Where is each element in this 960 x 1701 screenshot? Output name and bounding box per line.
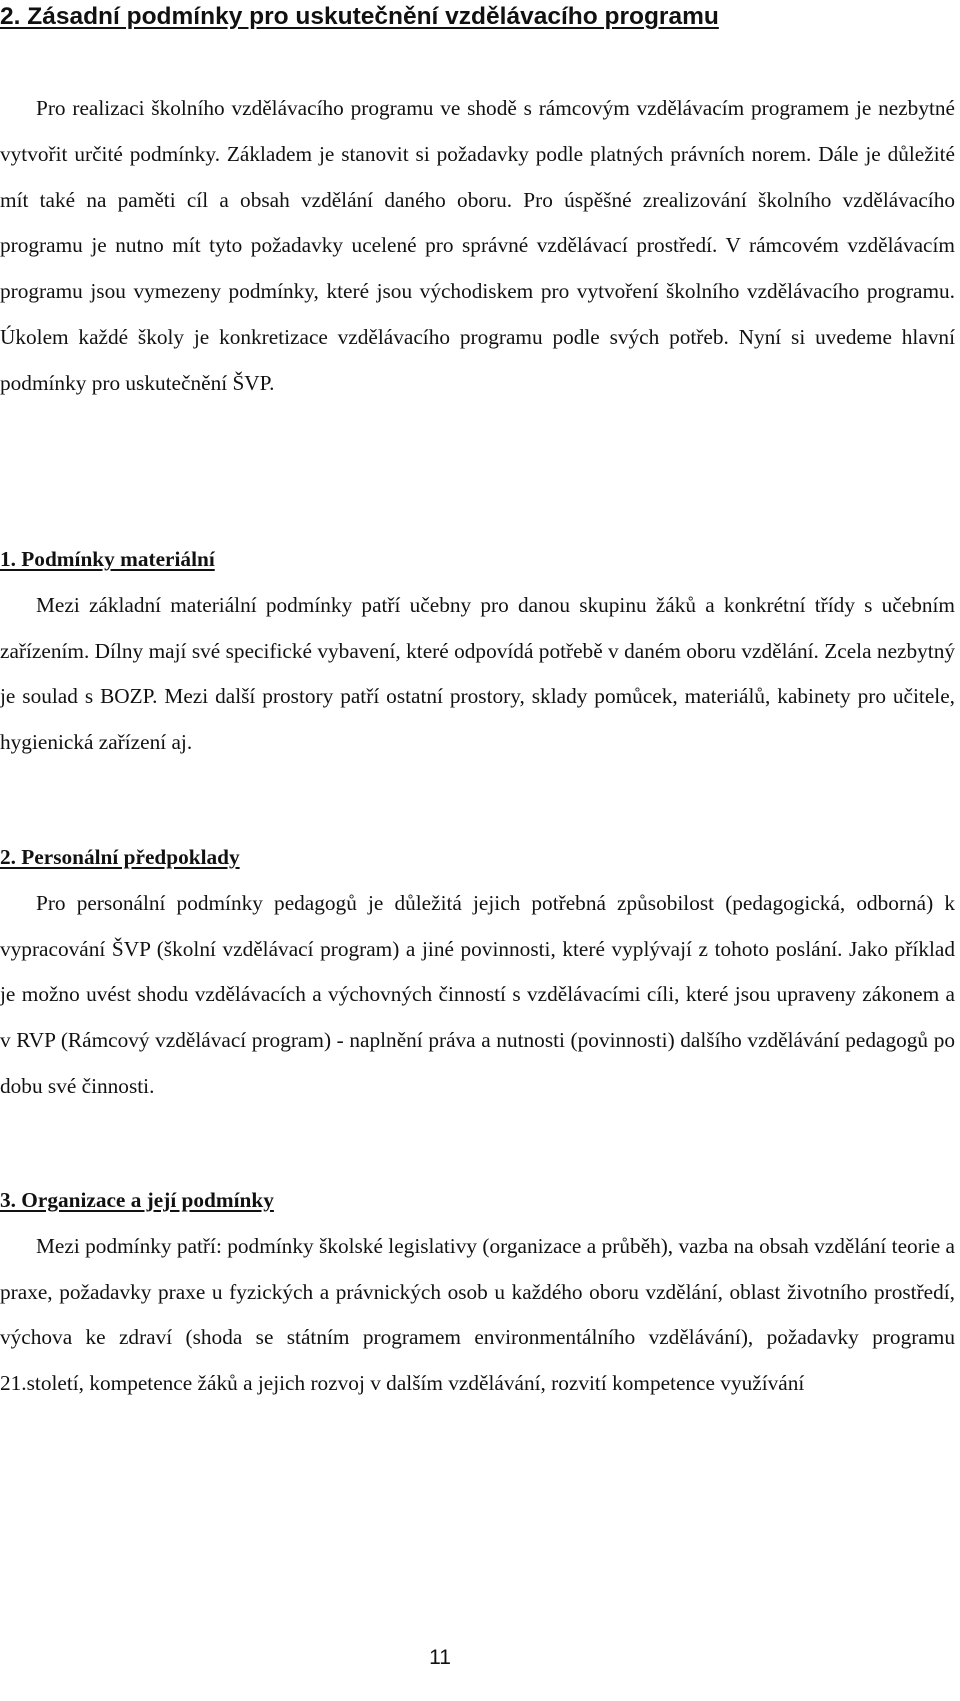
section-paragraph-organization: Mezi podmínky patří: podmínky školské legislativy (organizace a průběh), vazba na obsah vzdělání teorie a praxe, požadavky praxe u fyzických a právnických osob u každého oboru vzdělání, oblast životního prostředí, výchova ke zdraví (shoda se státním programem environmentálního vzdělávání), požadavky programu 21.století, kompetence žáků a jejich rozvoj v dalším vzdělávání, rozvití kompetence využívání xyxy=(0,1233,955,1396)
page-number: 11 xyxy=(429,1646,451,1669)
section-paragraph-personnel: Pro personální podmínky pedagogů je důležitá jejich potřebná způsobilost (pedagogická, odborná) k vypracování ŠVP (školní vzdělávací program) a jiné povinnosti, které vyplývají z tohoto poslání. Jako příklad je možno uvést shodu vzdělávacích a výchovných činností s vzdělávacími cíli, které jsou upraveny zákonem a v RVP (Rámcový vzdělávací program) - naplnění práva a nutnosti (povinnosti) dalšího vzdělávání pedagogů po dobu své činnosti. xyxy=(0,890,955,1098)
section-personnel xyxy=(0,835,955,1110)
section-heading-material: 1. Podmínky materiální xyxy=(0,547,215,571)
intro-paragraph: Pro realizaci školního vzdělávacího programu ve shodě s rámcovým vzdělávacím programem je nezbytné vytvořit určité podmínky. Základem je stanovit si požadavky podle platných právních norem. Dále je důležité mít také na paměti cíl a obsah vzdělání daného oboru. Pro úspěšné zrealizování školního vzdělávacího programu je nutno mít tyto požadavky ucelené pro správné vzdělávací prostředí. V rámcovém vzdělávacím programu jsou vymezeny podmínky, které jsou východiskem pro vytvoření školního vzdělávacího programu. Úkolem každé školy je konkretizace vzdělávacího programu podle svých potřeb. Nyní si uvedeme hlavní podmínky pro uskutečnění ŠVP. xyxy=(0,96,955,395)
chapter-title: 2. Zásadní podmínky pro uskutečnění vzdělávacího programu xyxy=(0,3,719,30)
section-paragraph-material: Mezi základní materiální podmínky patří učebny pro danou skupinu žáků a konkrétní třídy s učebním zařízením. Dílny mají své specifické vybavení, které odpovídá potřebě v daném oboru vzdělání. Zcela nezbytný je soulad s BOZP. Mezi další prostory patří ostatní prostory, sklady pomůcek, materiálů, kabinety pro učitele, hygienická zařízení aj. xyxy=(0,592,955,755)
section-heading-personnel: 2. Personální předpoklady xyxy=(0,845,240,869)
section-material xyxy=(0,537,955,766)
section-heading-organization: 3. Organizace a její podmínky xyxy=(0,1188,274,1212)
intro-block xyxy=(0,86,955,407)
section-organization xyxy=(0,1178,955,1407)
